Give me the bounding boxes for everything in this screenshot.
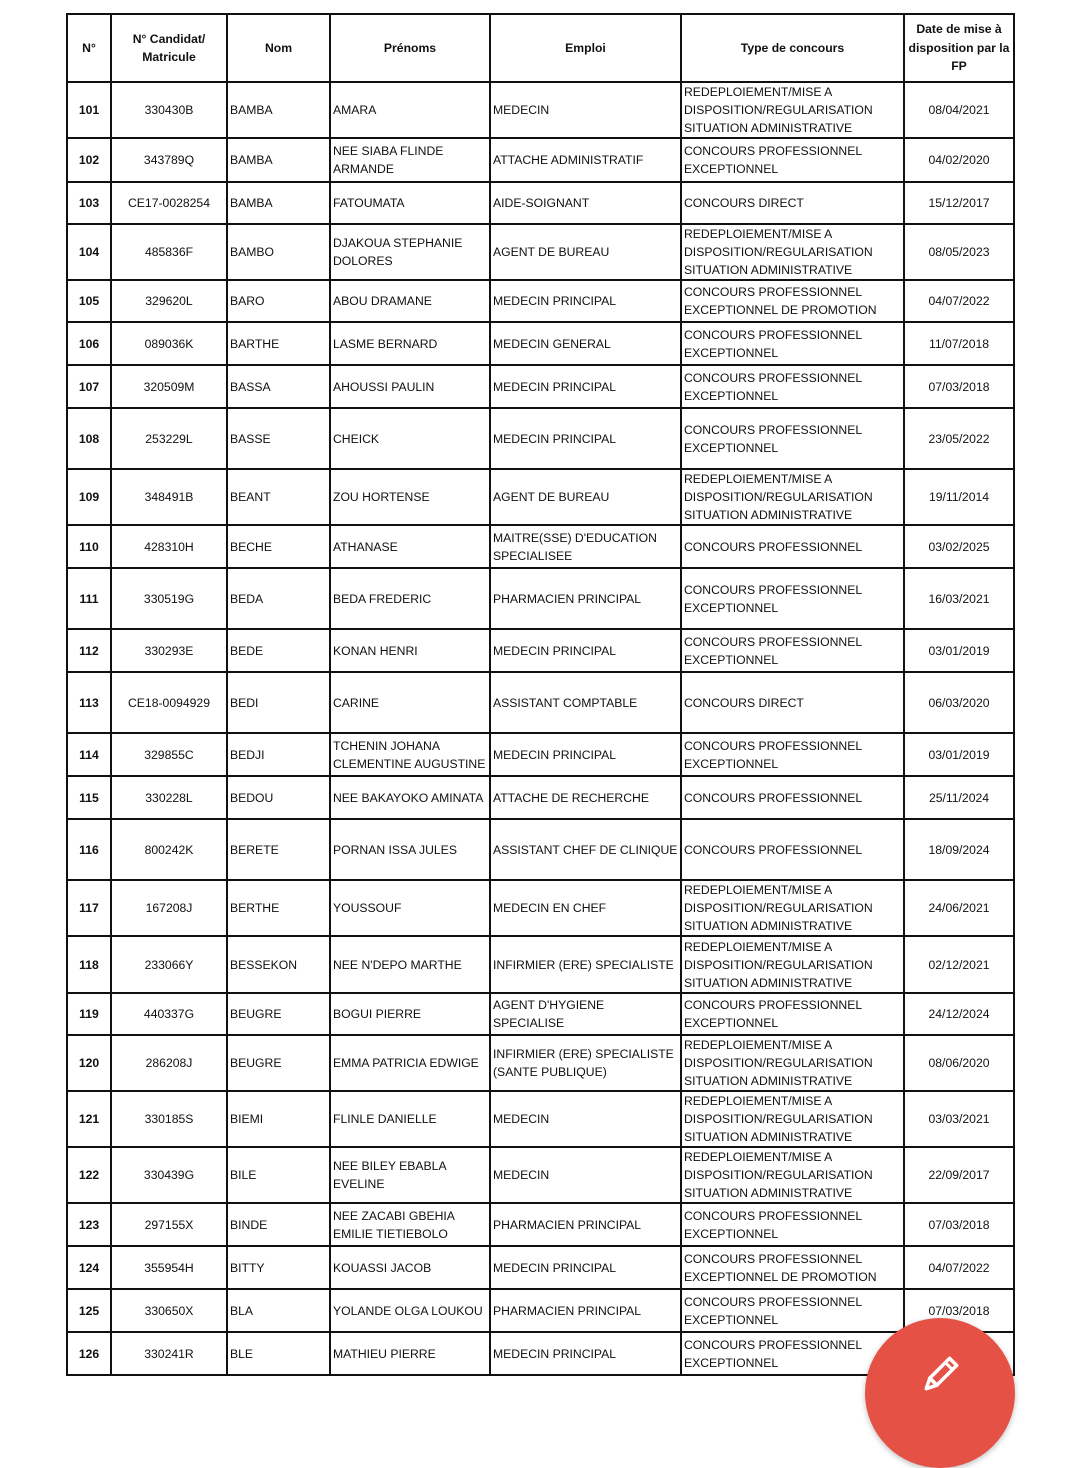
cell-prenoms: BOGUI PIERRE <box>330 993 490 1035</box>
table-row <box>67 819 1014 880</box>
cell-date: 25/11/2024 <box>904 776 1014 819</box>
cell-prenoms: ABOU DRAMANE <box>330 280 490 322</box>
cell-row-number: 125 <box>67 1289 111 1332</box>
table-header-row <box>67 14 1014 82</box>
cell-prenoms: TCHENIN JOHANA CLEMENTINE AUGUSTINE <box>330 733 490 776</box>
cell-date: 08/04/2021 <box>904 82 1014 138</box>
table-row <box>67 1035 1014 1091</box>
cell-prenoms: ATHANASE <box>330 525 490 568</box>
cell-nom: BEDA <box>227 568 330 629</box>
cell-emploi: AIDE-SOIGNANT <box>490 182 681 224</box>
cell-type-concours: CONCOURS PROFESSIONNEL <box>681 819 904 880</box>
table-row <box>67 936 1014 993</box>
table-row <box>67 1203 1014 1246</box>
cell-prenoms: DJAKOUA STEPHANIE DOLORES <box>330 224 490 280</box>
cell-emploi: INFIRMIER (ERE) SPECIALISTE <box>490 936 681 993</box>
table-row <box>67 733 1014 776</box>
cell-nom: BARO <box>227 280 330 322</box>
cell-emploi: PHARMACIEN PRINCIPAL <box>490 568 681 629</box>
cell-prenoms: ZOU HORTENSE <box>330 469 490 525</box>
cell-row-number: 124 <box>67 1246 111 1289</box>
cell-nom: BAMBA <box>227 82 330 138</box>
cell-row-number: 107 <box>67 365 111 408</box>
table-row <box>67 568 1014 629</box>
cell-row-number: 104 <box>67 224 111 280</box>
table-row <box>67 672 1014 733</box>
table-row <box>67 1289 1014 1332</box>
cell-matricule: 233066Y <box>111 936 227 993</box>
cell-date: 11/07/2018 <box>904 322 1014 365</box>
table-row <box>67 182 1014 224</box>
header-matricule: N° Candidat/ Matricule <box>111 14 227 82</box>
cell-type-concours: REDEPLOIEMENT/MISE A DISPOSITION/REGULARISATION SITUATION ADMINISTRATIVE <box>681 936 904 993</box>
cell-prenoms: NEE N'DEPO MARTHE <box>330 936 490 993</box>
table-row <box>67 365 1014 408</box>
cell-type-concours: CONCOURS PROFESSIONNEL EXCEPTIONNEL <box>681 1289 904 1332</box>
cell-emploi: PHARMACIEN PRINCIPAL <box>490 1203 681 1246</box>
table-row <box>67 629 1014 672</box>
header-number: N° <box>67 14 111 82</box>
cell-type-concours: REDEPLOIEMENT/MISE A DISPOSITION/REGULARISATION SITUATION ADMINISTRATIVE <box>681 224 904 280</box>
cell-emploi: MEDECIN PRINCIPAL <box>490 733 681 776</box>
cell-row-number: 121 <box>67 1091 111 1147</box>
cell-nom: BECHE <box>227 525 330 568</box>
cell-date: 06/03/2020 <box>904 672 1014 733</box>
cell-type-concours: CONCOURS PROFESSIONNEL EXCEPTIONNEL <box>681 629 904 672</box>
cell-matricule: 428310H <box>111 525 227 568</box>
cell-nom: BAMBA <box>227 182 330 224</box>
cell-row-number: 102 <box>67 138 111 182</box>
table-row <box>67 880 1014 936</box>
table-row <box>67 224 1014 280</box>
table-row <box>67 469 1014 525</box>
cell-emploi: MAITRE(SSE) D'EDUCATION SPECIALISEE <box>490 525 681 568</box>
cell-prenoms: FATOUMATA <box>330 182 490 224</box>
cell-matricule: 800242K <box>111 819 227 880</box>
cell-date: 15/12/2017 <box>904 182 1014 224</box>
cell-nom: BEDE <box>227 629 330 672</box>
table-row <box>67 82 1014 138</box>
cell-emploi: ASSISTANT COMPTABLE <box>490 672 681 733</box>
cell-emploi: MEDECIN PRINCIPAL <box>490 629 681 672</box>
cell-date: 04/02/2020 <box>904 138 1014 182</box>
cell-prenoms: KONAN HENRI <box>330 629 490 672</box>
cell-nom: BLE <box>227 1332 330 1375</box>
cell-nom: BERETE <box>227 819 330 880</box>
edit-fab-button[interactable] <box>865 1318 1015 1468</box>
cell-emploi: MEDECIN <box>490 1091 681 1147</box>
cell-emploi: INFIRMIER (ERE) SPECIALISTE (SANTE PUBLIQUE) <box>490 1035 681 1091</box>
cell-matricule: 330430B <box>111 82 227 138</box>
cell-matricule: 330241R <box>111 1332 227 1375</box>
cell-date: 24/06/2021 <box>904 880 1014 936</box>
header-prenoms: Prénoms <box>330 14 490 82</box>
cell-row-number: 122 <box>67 1147 111 1203</box>
cell-emploi: AGENT DE BUREAU <box>490 224 681 280</box>
cell-date: 03/01/2019 <box>904 629 1014 672</box>
cell-type-concours: CONCOURS PROFESSIONNEL <box>681 525 904 568</box>
cell-emploi: MEDECIN PRINCIPAL <box>490 365 681 408</box>
cell-row-number: 114 <box>67 733 111 776</box>
cell-type-concours: REDEPLOIEMENT/MISE A DISPOSITION/REGULARISATION SITUATION ADMINISTRATIVE <box>681 469 904 525</box>
cell-date: 04/07/2022 <box>904 1246 1014 1289</box>
cell-type-concours: REDEPLOIEMENT/MISE A DISPOSITION/REGULARISATION SITUATION ADMINISTRATIVE <box>681 1091 904 1147</box>
cell-row-number: 108 <box>67 408 111 469</box>
cell-emploi: ATTACHE DE RECHERCHE <box>490 776 681 819</box>
cell-matricule: 330293E <box>111 629 227 672</box>
cell-emploi: MEDECIN PRINCIPAL <box>490 280 681 322</box>
cell-prenoms: NEE ZACABI GBEHIA EMILIE TIETIEBOLO <box>330 1203 490 1246</box>
cell-nom: BARTHE <box>227 322 330 365</box>
cell-row-number: 119 <box>67 993 111 1035</box>
cell-emploi: MEDECIN EN CHEF <box>490 880 681 936</box>
cell-matricule: 355954H <box>111 1246 227 1289</box>
cell-nom: BAMBA <box>227 138 330 182</box>
cell-row-number: 112 <box>67 629 111 672</box>
cell-row-number: 115 <box>67 776 111 819</box>
cell-date: 03/03/2021 <box>904 1091 1014 1147</box>
cell-emploi: ASSISTANT CHEF DE CLINIQUE <box>490 819 681 880</box>
table-row <box>67 776 1014 819</box>
cell-emploi: ATTACHE ADMINISTRATIF <box>490 138 681 182</box>
cell-nom: BASSA <box>227 365 330 408</box>
cell-prenoms: AMARA <box>330 82 490 138</box>
cell-row-number: 103 <box>67 182 111 224</box>
cell-matricule: 253229L <box>111 408 227 469</box>
cell-matricule: 329620L <box>111 280 227 322</box>
cell-row-number: 126 <box>67 1332 111 1375</box>
cell-emploi: PHARMACIEN PRINCIPAL <box>490 1289 681 1332</box>
cell-prenoms: NEE BILEY EBABLA EVELINE <box>330 1147 490 1203</box>
cell-type-concours: REDEPLOIEMENT/MISE A DISPOSITION/REGULARISATION SITUATION ADMINISTRATIVE <box>681 1147 904 1203</box>
cell-nom: BEANT <box>227 469 330 525</box>
table-row <box>67 1091 1014 1147</box>
cell-type-concours: CONCOURS PROFESSIONNEL <box>681 776 904 819</box>
cell-type-concours: CONCOURS DIRECT <box>681 672 904 733</box>
cell-matricule: 343789Q <box>111 138 227 182</box>
table-row <box>67 322 1014 365</box>
cell-prenoms: MATHIEU PIERRE <box>330 1332 490 1375</box>
cell-date: 07/03/2018 <box>904 1203 1014 1246</box>
table-row <box>67 1147 1014 1203</box>
cell-row-number: 120 <box>67 1035 111 1091</box>
cell-row-number: 113 <box>67 672 111 733</box>
cell-emploi: MEDECIN PRINCIPAL <box>490 408 681 469</box>
cell-date: 02/12/2021 <box>904 936 1014 993</box>
cell-date: 03/01/2019 <box>904 733 1014 776</box>
cell-nom: BEUGRE <box>227 1035 330 1091</box>
cell-row-number: 118 <box>67 936 111 993</box>
cell-matricule: 330650X <box>111 1289 227 1332</box>
cell-matricule: 320509M <box>111 365 227 408</box>
cell-date: 23/05/2022 <box>904 408 1014 469</box>
cell-prenoms: BEDA FREDERIC <box>330 568 490 629</box>
cell-nom: BERTHE <box>227 880 330 936</box>
table-row <box>67 1246 1014 1289</box>
cell-date: 07/03/2018 <box>904 365 1014 408</box>
cell-date: 16/03/2021 <box>904 568 1014 629</box>
header-date: Date de mise à disposition par la FP <box>904 14 1014 82</box>
cell-emploi: AGENT D'HYGIENE SPECIALISE <box>490 993 681 1035</box>
cell-nom: BINDE <box>227 1203 330 1246</box>
cell-type-concours: REDEPLOIEMENT/MISE A DISPOSITION/REGULARISATION SITUATION ADMINISTRATIVE <box>681 1035 904 1091</box>
cell-row-number: 117 <box>67 880 111 936</box>
table-row <box>67 525 1014 568</box>
cell-date: 22/09/2017 <box>904 1147 1014 1203</box>
cell-emploi: MEDECIN GENERAL <box>490 322 681 365</box>
cell-date: 08/06/2020 <box>904 1035 1014 1091</box>
cell-type-concours: REDEPLOIEMENT/MISE A DISPOSITION/REGULARISATION SITUATION ADMINISTRATIVE <box>681 880 904 936</box>
cell-matricule: 330185S <box>111 1091 227 1147</box>
cell-row-number: 116 <box>67 819 111 880</box>
cell-type-concours: REDEPLOIEMENT/MISE A DISPOSITION/REGULARISATION SITUATION ADMINISTRATIVE <box>681 82 904 138</box>
cell-type-concours: CONCOURS PROFESSIONNEL EXCEPTIONNEL DE PROMOTION <box>681 280 904 322</box>
cell-prenoms: YOLANDE OLGA LOUKOU <box>330 1289 490 1332</box>
cell-nom: BLA <box>227 1289 330 1332</box>
candidates-table <box>66 13 1015 1376</box>
table-row <box>67 408 1014 469</box>
cell-row-number: 110 <box>67 525 111 568</box>
cell-emploi: MEDECIN PRINCIPAL <box>490 1332 681 1375</box>
cell-date: 18/09/2024 <box>904 819 1014 880</box>
cell-nom: BAMBO <box>227 224 330 280</box>
cell-prenoms: AHOUSSI PAULIN <box>330 365 490 408</box>
cell-nom: BESSEKON <box>227 936 330 993</box>
cell-nom: BEUGRE <box>227 993 330 1035</box>
cell-nom: BIEMI <box>227 1091 330 1147</box>
table-row <box>67 993 1014 1035</box>
cell-matricule: 297155X <box>111 1203 227 1246</box>
cell-type-concours: CONCOURS PROFESSIONNEL EXCEPTIONNEL <box>681 408 904 469</box>
cell-prenoms: FLINLE DANIELLE <box>330 1091 490 1147</box>
cell-matricule: 440337G <box>111 993 227 1035</box>
cell-row-number: 123 <box>67 1203 111 1246</box>
cell-type-concours: CONCOURS DIRECT <box>681 182 904 224</box>
cell-row-number: 101 <box>67 82 111 138</box>
table-row <box>67 138 1014 182</box>
header-type-concours: Type de concours <box>681 14 904 82</box>
cell-nom: BEDJI <box>227 733 330 776</box>
cell-type-concours: CONCOURS PROFESSIONNEL EXCEPTIONNEL <box>681 733 904 776</box>
cell-row-number: 105 <box>67 280 111 322</box>
cell-nom: BILE <box>227 1147 330 1203</box>
cell-emploi: MEDECIN <box>490 82 681 138</box>
cell-type-concours: CONCOURS PROFESSIONNEL EXCEPTIONNEL DE PROMOTION <box>681 1246 904 1289</box>
cell-row-number: 111 <box>67 568 111 629</box>
cell-type-concours: CONCOURS PROFESSIONNEL EXCEPTIONNEL <box>681 568 904 629</box>
cell-prenoms: PORNAN ISSA JULES <box>330 819 490 880</box>
header-emploi: Emploi <box>490 14 681 82</box>
cell-matricule: 348491B <box>111 469 227 525</box>
cell-type-concours: CONCOURS PROFESSIONNEL EXCEPTIONNEL <box>681 993 904 1035</box>
cell-row-number: 106 <box>67 322 111 365</box>
cell-date: 03/02/2025 <box>904 525 1014 568</box>
cell-prenoms: KOUASSI JACOB <box>330 1246 490 1289</box>
cell-nom: BITTY <box>227 1246 330 1289</box>
cell-nom: BEDOU <box>227 776 330 819</box>
cell-date: 08/05/2023 <box>904 224 1014 280</box>
cell-type-concours: CONCOURS PROFESSIONNEL EXCEPTIONNEL <box>681 322 904 365</box>
pencil-icon <box>917 1354 961 1398</box>
cell-date: 19/11/2014 <box>904 469 1014 525</box>
cell-matricule: 330439G <box>111 1147 227 1203</box>
cell-matricule: 167208J <box>111 880 227 936</box>
cell-prenoms: NEE SIABA FLINDE ARMANDE <box>330 138 490 182</box>
cell-emploi: AGENT DE BUREAU <box>490 469 681 525</box>
cell-type-concours: CONCOURS PROFESSIONNEL EXCEPTIONNEL <box>681 138 904 182</box>
cell-matricule: 485836F <box>111 224 227 280</box>
cell-prenoms: CARINE <box>330 672 490 733</box>
cell-date: 07/03/2018 <box>904 1289 1014 1332</box>
header-nom: Nom <box>227 14 330 82</box>
cell-prenoms: NEE BAKAYOKO AMINATA <box>330 776 490 819</box>
cell-matricule: CE18-0094929 <box>111 672 227 733</box>
cell-matricule: 329855C <box>111 733 227 776</box>
cell-matricule: 330519G <box>111 568 227 629</box>
cell-nom: BASSE <box>227 408 330 469</box>
cell-date: 04/07/2022 <box>904 280 1014 322</box>
cell-type-concours: CONCOURS PROFESSIONNEL EXCEPTIONNEL <box>681 1332 904 1375</box>
cell-type-concours: CONCOURS PROFESSIONNEL EXCEPTIONNEL <box>681 365 904 408</box>
cell-matricule: 089036K <box>111 322 227 365</box>
cell-matricule: 286208J <box>111 1035 227 1091</box>
cell-row-number: 109 <box>67 469 111 525</box>
cell-prenoms: CHEICK <box>330 408 490 469</box>
cell-prenoms: YOUSSOUF <box>330 880 490 936</box>
cell-date: 24/12/2024 <box>904 993 1014 1035</box>
cell-emploi: MEDECIN <box>490 1147 681 1203</box>
cell-matricule: CE17-0028254 <box>111 182 227 224</box>
cell-prenoms: LASME BERNARD <box>330 322 490 365</box>
cell-nom: BEDI <box>227 672 330 733</box>
cell-emploi: MEDECIN PRINCIPAL <box>490 1246 681 1289</box>
cell-prenoms: EMMA PATRICIA EDWIGE <box>330 1035 490 1091</box>
cell-type-concours: CONCOURS PROFESSIONNEL EXCEPTIONNEL <box>681 1203 904 1246</box>
table-row <box>67 280 1014 322</box>
cell-matricule: 330228L <box>111 776 227 819</box>
